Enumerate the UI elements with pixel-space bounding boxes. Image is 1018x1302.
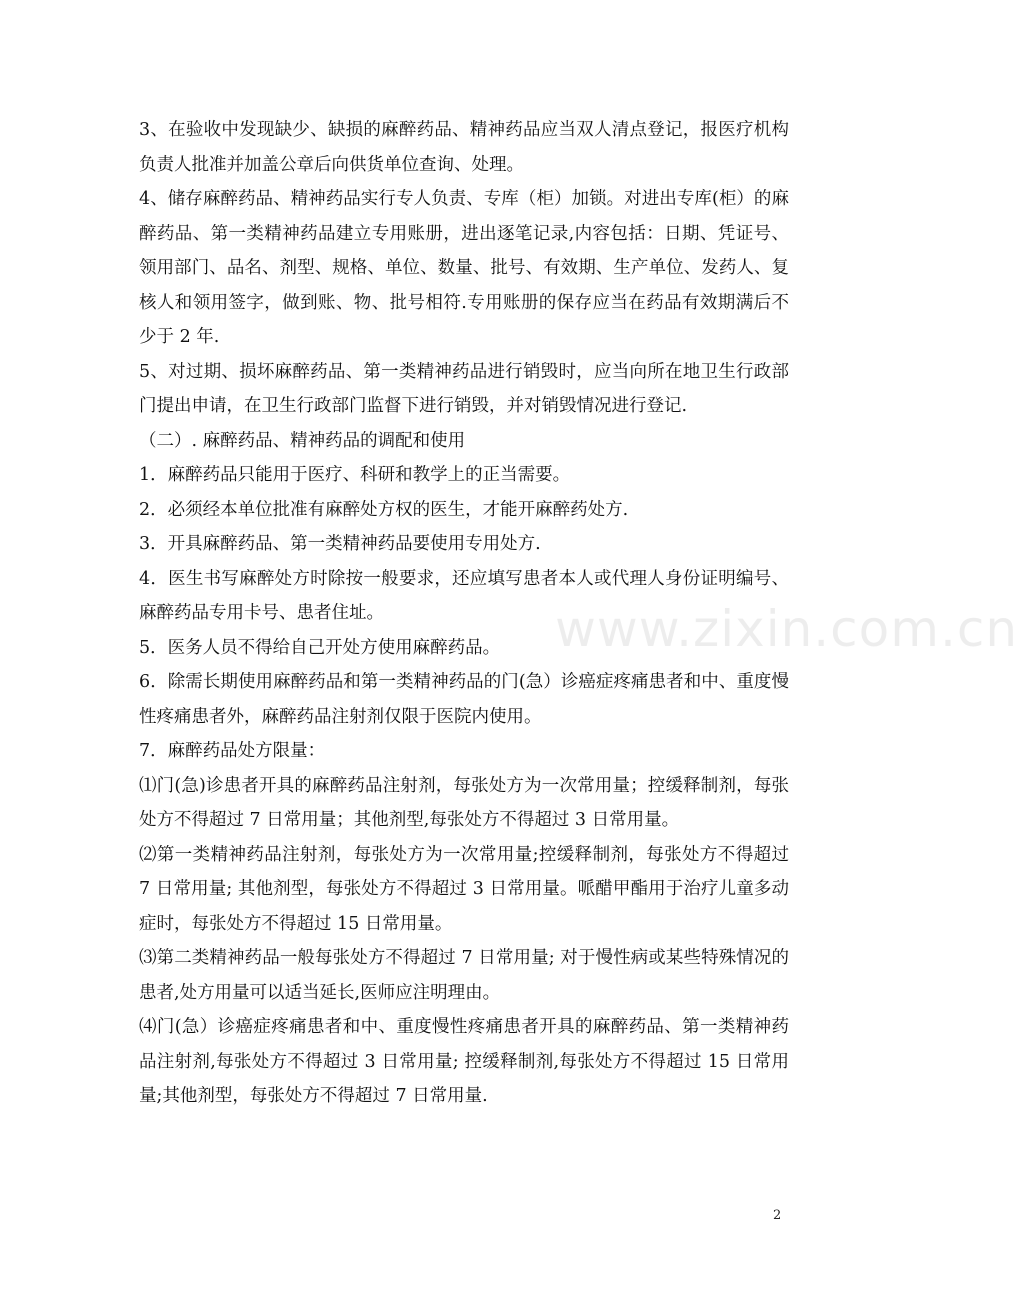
rule-item-2: 2．必须经本单位批准有麻醉处方权的医生，才能开麻醉药处方.	[139, 499, 629, 520]
paragraph-item-4-storage: 4、储存麻醉药品、精神药品实行专人负责、专库（柜）加锁。对进出专库(柜）的麻醉药品、第一类精神药品建立专用账册，进出逐笔记录,内容包括：日期、凭证号、领用部门、品名、剂型、规格、单位、数量、批号、有效期、生产单位、发药人、复核人和领用签字，做到账、物、批号相符.专用账册的保存应当在药品有效期满后不少于 2 年.	[139, 189, 789, 347]
limit-item-2: ⑵第一类精神药品注射剂，每张处方为一次常用量;控缓释制剂，每张处方不得超过 7 日常用量; 其他剂型，每张处方不得超过 3 日常用量。哌醋甲酯用于治疗儿童多动症时，每张处方不得超过 15 日常用量。	[139, 844, 789, 934]
rule-item-7-heading: 7．麻醉药品处方限量：	[139, 741, 326, 761]
page-number: 2	[773, 1208, 782, 1223]
rule-item-4: 4．医生书写麻醉处方时除按一般要求，还应填写患者本人或代理人身份证明编号、麻醉药品专用卡号、患者住址。	[139, 568, 789, 623]
section-heading-dispensing: （二）. 麻醉药品、精神药品的调配和使用	[139, 430, 466, 451]
limit-item-3: ⑶第二类精神药品一般每张处方不得超过 7 日常用量; 对于慢性病或某些特殊情况的患者,处方用量可以适当延长,医师应注明理由。	[139, 948, 789, 1003]
paragraph-item-3-acceptance: 3、在验收中发现缺少、缺损的麻醉药品、精神药品应当双人清点登记，报医疗机构负责人批准并加盖公章后向供货单位查询、处理。	[139, 120, 789, 175]
rule-item-1: 1．麻醉药品只能用于医疗、科研和教学上的正当需要。	[139, 465, 571, 485]
watermark: www.zixin.com.cn	[555, 600, 1018, 658]
rule-item-5: 5．医务人员不得给自己开处方使用麻醉药品。	[139, 637, 501, 658]
limit-item-1: ⑴门(急)诊患者开具的麻醉药品注射剂，每张处方为一次常用量；控缓释制剂，每张处方不得超过 7 日常用量；其他剂型,每张处方不得超过 3 日常用量。	[139, 775, 789, 830]
document-body	[139, 113, 789, 1114]
paragraph-item-5-destruction: 5、对过期、损坏麻醉药品、第一类精神药品进行销毁时，应当向所在地卫生行政部门提出申请，在卫生行政部门监督下进行销毁，并对销毁情况进行登记.	[139, 361, 789, 416]
rule-item-3: 3．开具麻醉药品、第一类精神药品要使用专用处方.	[139, 534, 541, 554]
rule-item-6: 6．除需长期使用麻醉药品和第一类精神药品的门(急）诊癌症疼痛患者和中、重度慢性疼痛患者外，麻醉药品注射剂仅限于医院内使用。	[139, 672, 789, 727]
limit-item-4: ⑷门(急）诊癌症疼痛患者和中、重度慢性疼痛患者开具的麻醉药品、第一类精神药品注射剂,每张处方不得超过 3 日常用量; 控缓释制剂,每张处方不得超过 15 日常用量;其他剂型，每张处方不得超过 7 日常用量.	[139, 1017, 789, 1106]
